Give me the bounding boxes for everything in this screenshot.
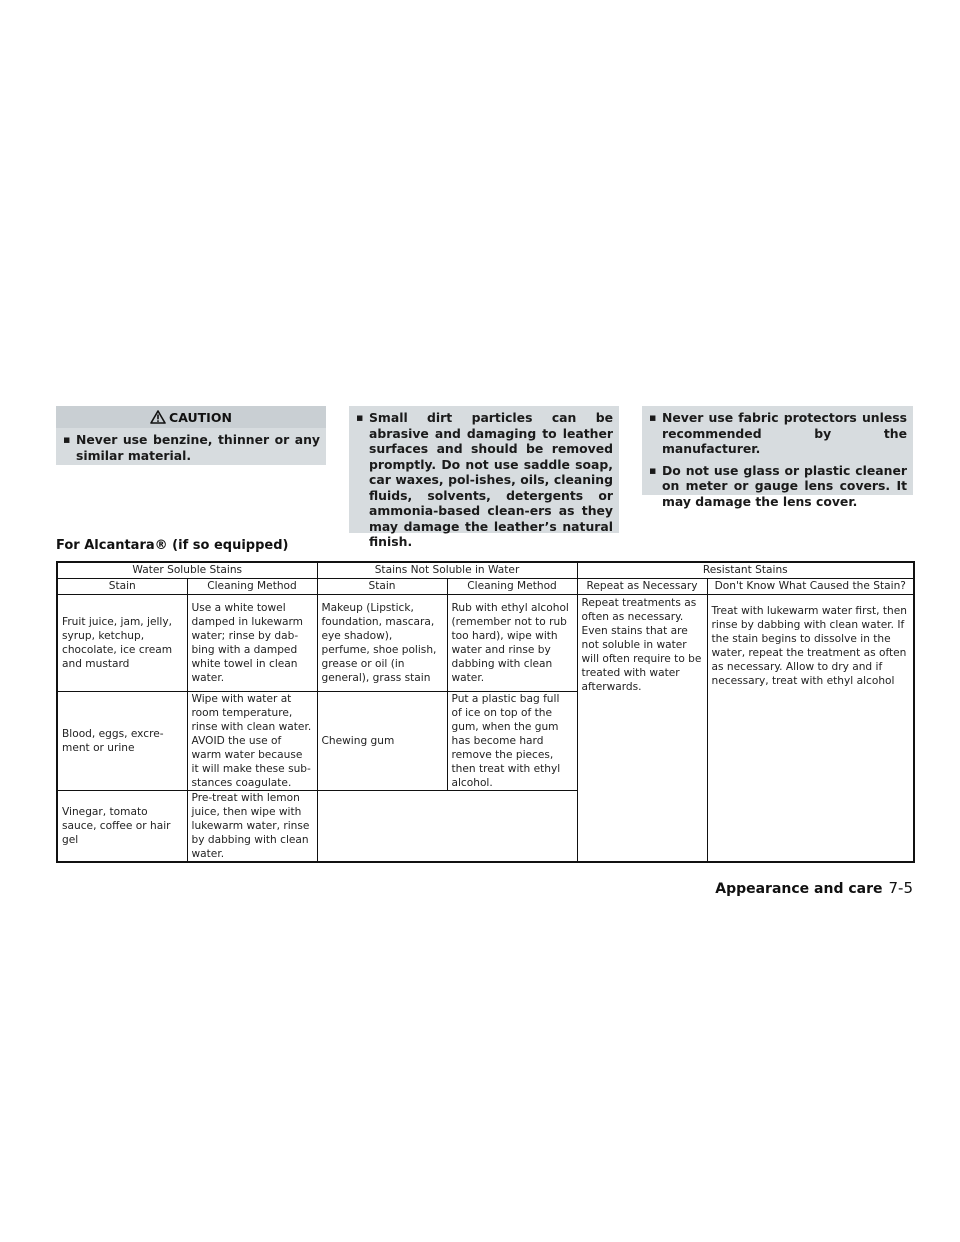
group-header: Stains Not Soluble in Water [317, 562, 577, 579]
column-header: Cleaning Method [447, 579, 577, 595]
page-footer [715, 879, 913, 897]
table-cell: Wipe with water at room temperature, rinse with clean water. AVOID the use of warm water because it will make these sub-stances coagulate. [187, 692, 317, 791]
caution-column-3 [642, 406, 913, 509]
table-cell: Makeup (Lipstick, foundation, mascara, eye shadow), perfume, shoe polish, grease or oil (in general), grass stain [317, 595, 447, 692]
page-number: 7-5 [888, 879, 913, 897]
table-cell: Blood, eggs, excre-ment or urine [57, 692, 187, 791]
table-cell: Rub with ethyl alcohol (remember not to rub too hard), wipe with water and rinse by dabbing with clean water. [447, 595, 577, 692]
caution-list-3 [642, 406, 913, 509]
table-group-header-row [57, 562, 914, 579]
table-cell: Chewing gum [317, 692, 447, 791]
caution-header [56, 406, 326, 428]
caution-item: ▪ Do not use glass or plastic cleaner on meter or gauge lens covers. It may damage the lens cover. [648, 463, 907, 510]
caution-column-1 [56, 406, 326, 465]
table-cell: Fruit juice, jam, jelly, syrup, ketchup, chocolate, ice cream and mustard [57, 595, 187, 692]
caution-item: ▪ Never use fabric protectors unless recommended by the manufacturer. [648, 410, 907, 457]
caution-list-1 [56, 428, 326, 463]
column-header: Repeat as Necessary [577, 579, 707, 595]
caution-list-2 [349, 406, 619, 550]
group-header: Water Soluble Stains [57, 562, 317, 579]
table-cell: Pre-treat with lemon juice, then wipe with lukewarm water, rinse by dabbing with clean water. [187, 791, 317, 863]
stain-cleaning-table [56, 561, 915, 863]
table-row [57, 595, 914, 692]
table-cell: Vinegar, tomato sauce, coffee or hair gel [57, 791, 187, 863]
table-cell: Use a white towel damped in lukewarm water; rinse by dab-bing with a damped white towel in clean water. [187, 595, 317, 692]
column-header: Don't Know What Caused the Stain? [707, 579, 914, 595]
caution-title: CAUTION [169, 409, 232, 425]
section-heading: For Alcantara® (if so equipped) [56, 538, 289, 553]
table-cell: Put a plastic bag full of ice on top of the gum, when the gum has become hard remove the pieces, then treat with ethyl alcohol. [447, 692, 577, 791]
table-column-header-row [57, 579, 914, 595]
caution-item: ▪ Small dirt particles can be abrasive and damaging to leather surfaces and should be removed promptly. Do not use saddle soap, car waxes, pol-ishes, oils, cleaning fluids, solvents, detergents or ammonia-based clean-ers as they may damage the leather’s natural finish. [355, 410, 613, 550]
footer-section-title: Appearance and care [715, 881, 883, 897]
warning-triangle-icon [150, 410, 166, 424]
caution-column-2 [349, 406, 619, 549]
column-header: Stain [57, 579, 187, 595]
group-header: Resistant Stains [577, 562, 914, 579]
table-cell-empty [317, 791, 577, 863]
column-header: Cleaning Method [187, 579, 317, 595]
caution-item: ▪ Never use benzine, thinner or any similar material. [62, 432, 320, 463]
table-cell: Treat with lukewarm water first, then rinse by dabbing with clean water. If the stain begins to dissolve in the water, repeat the treatment as often as necessary. Allow to dry and if necessary, treat with ethyl alcohol [707, 595, 914, 863]
column-header: Stain [317, 579, 447, 595]
table-cell: Repeat treatments as often as necessary. Even stains that are not soluble in water will often require to be treated with water afterwards. [577, 595, 707, 863]
